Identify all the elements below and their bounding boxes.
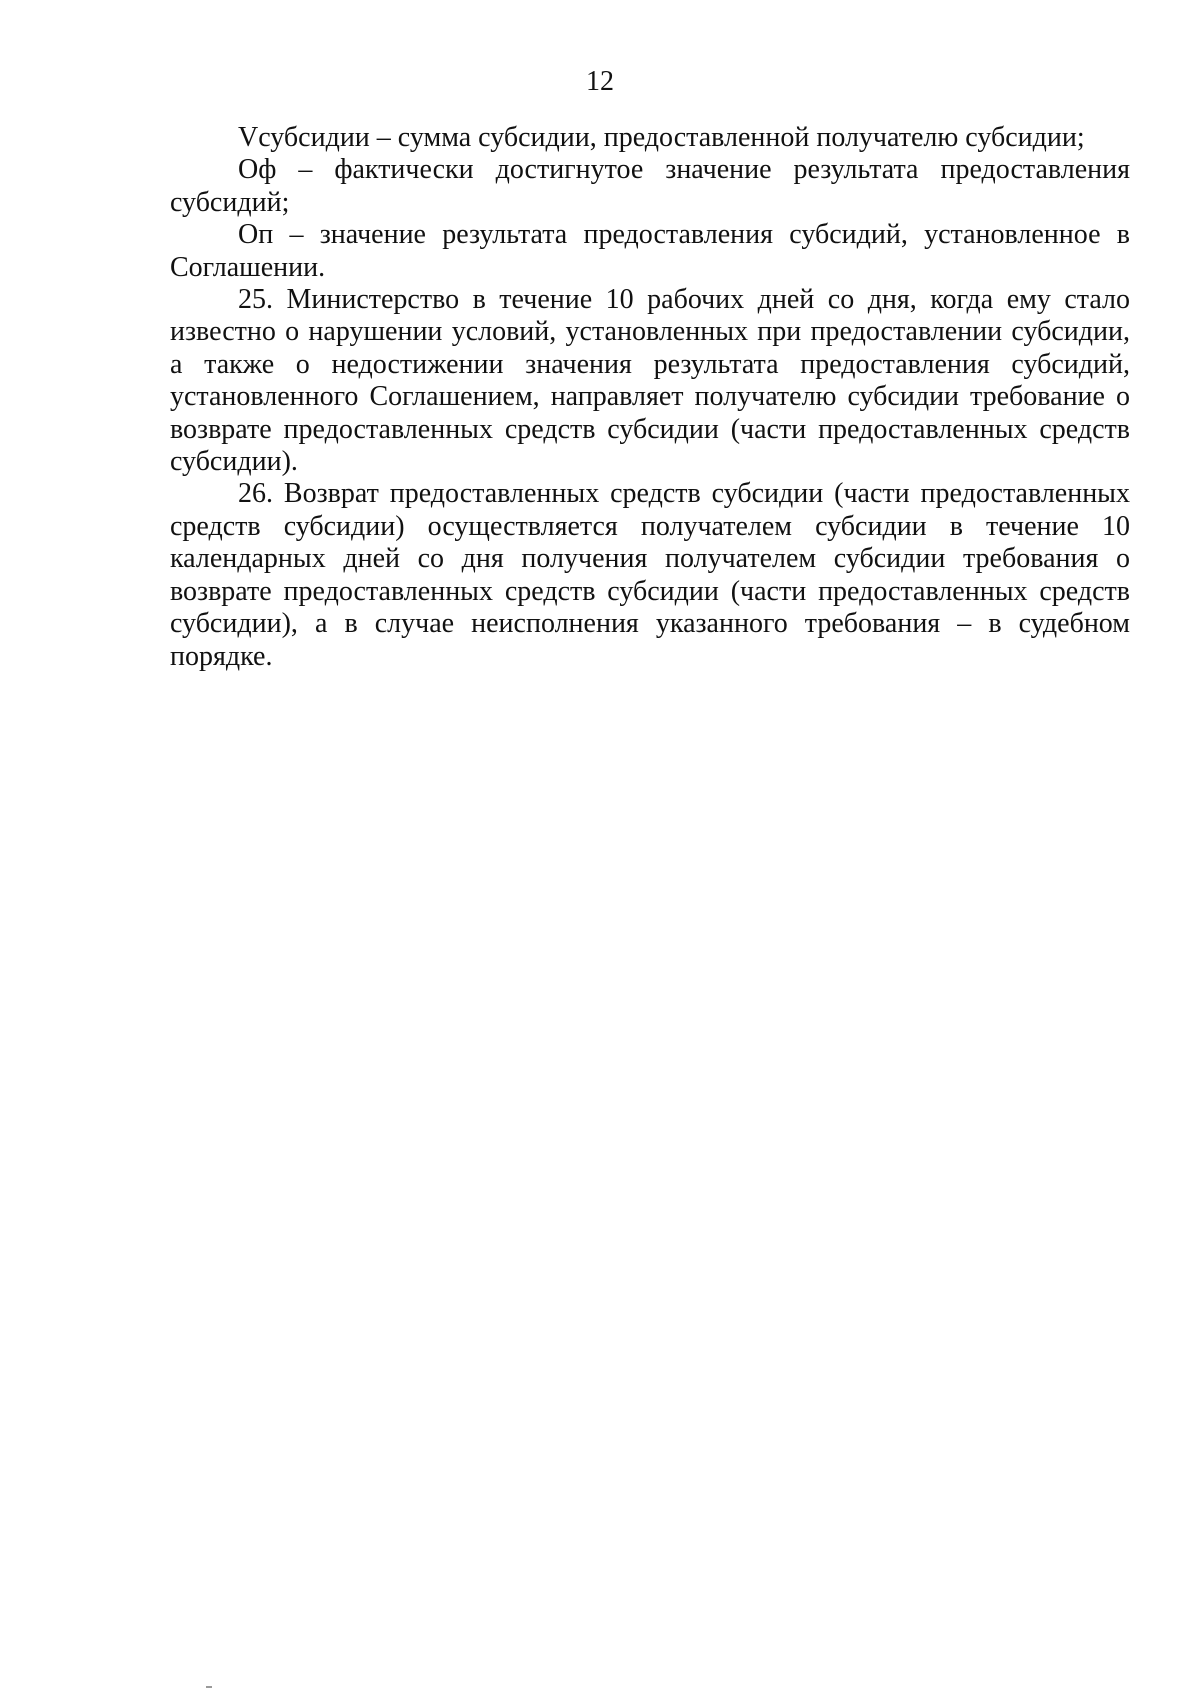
paragraph-op-definition: Оп – значение результата предоставления субсидий, установленное в Соглашении.: [170, 219, 1130, 283]
scan-artifact: [206, 1686, 212, 1688]
paragraph-v-subsidy-definition: Vсубсидии – сумма субсидии, предоставленной получателю субсидии;: [238, 122, 1085, 153]
page-number: 12: [586, 66, 614, 97]
paragraph-of-definition: Оф – фактически достигнутое значение результата предоставления субсидий;: [170, 154, 1130, 218]
paragraph-clause-26: 26. Возврат предоставленных средств субсидии (части предоставленных средств субсидии) осуществляется получателем субсидии в течение 10 календарных дней со дня получения получателем субсидии требования о возврате предоставленных средств субсидии (части предоставленных средств субсидии), а в случае неисполнения указанного требования – в судебном порядке.: [170, 478, 1130, 672]
paragraph-clause-25: 25. Министерство в течение 10 рабочих дней со дня, когда ему стало известно о нарушении условий, установленных при предоставлении субсидии, а также о недостижении значения результата предоставления субсидий, установленного Соглашением, направляет получателю субсидии требование о возврате предоставленных средств субсидии (части предоставленных средств субсидии).: [170, 284, 1130, 478]
document-body: [170, 122, 1130, 673]
